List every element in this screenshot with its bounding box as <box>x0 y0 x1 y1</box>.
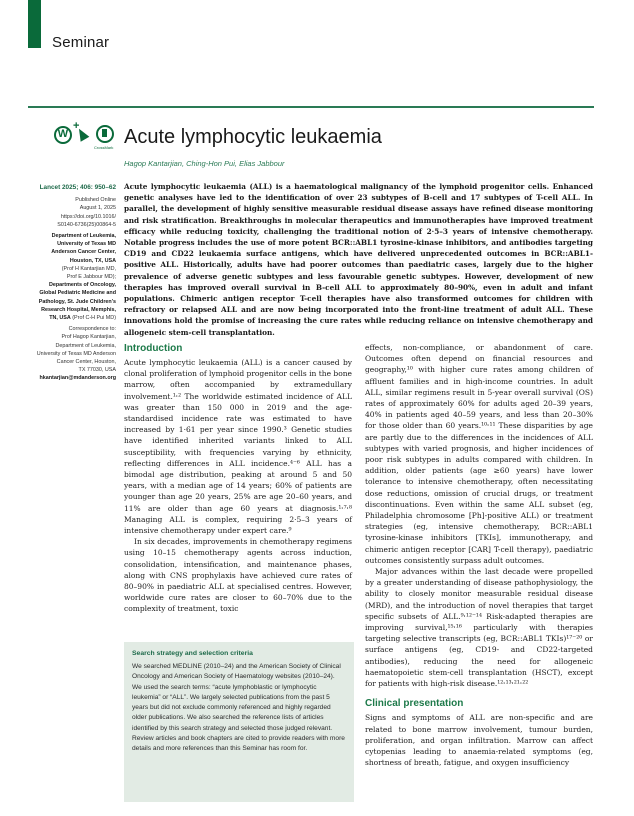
column-left <box>124 342 352 615</box>
correspondence-line: TX 77030, USA <box>78 367 116 374</box>
correspondence-line: Prof Hagop Kantarjian, <box>61 334 116 341</box>
affiliation-names: Prof E Jabbour MD); <box>66 274 116 281</box>
affiliation-names: (Prof H Kantarjian MD, <box>61 265 116 272</box>
section-color-bar <box>28 0 41 48</box>
affiliation-line: Departments of Oncology, <box>49 282 116 289</box>
published-date: August 1, 2025 <box>79 205 116 212</box>
correspondence-email[interactable]: hkantarjian@mdanderson.org <box>39 375 116 382</box>
published-line: Published Online <box>75 197 116 204</box>
cursor-icon <box>75 126 90 141</box>
crossmark-icon[interactable] <box>96 125 114 143</box>
doi-link-cont[interactable]: S0140-6736(25)00864-5 <box>57 221 116 228</box>
affiliation-line: Anderson Cancer Center, <box>51 249 116 256</box>
correspondence-line: Cancer Center, Houston, <box>56 359 116 366</box>
affiliation-names: (Prof C-H Pui MD) <box>70 315 116 322</box>
article-icons <box>54 120 120 154</box>
article-sidebar <box>0 184 116 383</box>
affiliation-line: University of Texas MD <box>57 241 116 248</box>
header-divider <box>28 106 594 108</box>
affiliation-line: TN, USA <box>49 315 71 322</box>
citation: Lancet 2025; 406: 950–62 <box>39 184 116 191</box>
search-strategy-box <box>124 642 354 802</box>
plus-icon: + <box>73 120 80 132</box>
abstract: Acute lymphocytic leukaemia (ALL) is a haematological malignancy of the lymphoid progenitor cells. Enhanced genetic analyses have led to the identification of over 23 subtypes of B-cell and 17 subtypes of T-cell ALL. In parallel, the development of highly sensitive measurable residual disease assays have refined disease monitoring and risk stratification. Breakthroughs in molecular therapeutics and immunotherapies have improved treatment efficacy while reducing toxicity, challenging the traditional notion of 2·5–3 years of intensive chemotherapy. Notable progress includes the use of more potent BCR::ABL1 tyrosine-kinase inhibitors, and antibodies targeting CD19 and CD22 leukaemia surface antigens, which have delivered unprecedented outcomes in BCR::ABL1-positive ALL. Historically, adults have had poorer outcomes than paediatric cases, largely due to the higher prevalence of adverse genetic subtypes and less favourable genetic subtypes. However, development of new therapies has improved overall survival in B-cell ALL to approximately 80–90%, even in adult and infant populations. Chimeric antigen receptor T-cell therapies have also transformed outcomes for children with refractory or relapsed ALL and are now being incorporated into the front-line treatment of adult ALL. These innovations hold the promise of increasing the cure rates while reducing reliance on intensive chemotherapy and allogeneic stem-cell transplantation. <box>124 182 593 337</box>
heading-introduction: Introduction <box>124 343 183 354</box>
paragraph: Acute lymphocytic leukaemia (ALL) is a cancer caused by clonal proliferation of lymphoid progenitor cells in the bone marrow, often accompanied by extramedullary involvement.¹˒² The worldwide estimated incidence of ALL was greater than 150 000 in 2019 and the age-standardised incidence rate was estimated to have increased by 1·61 per year since 1990.³ Genetic studies have identified inherited variants linked to ALL susceptibility, with frequencies varying by ethnicity, reflecting differences in ALL incidence.⁴⁻⁶ ALL has a bimodal age distribution, peaking at around 5 and 50 years, with a median age of 14 years; 60% of patients are younger than age 20 years, 25% are age 20–60 years, and 11% are older than age 60 years at diagnosis.¹˒⁷˒⁸ Managing ALL is complex, requiring 2·5–3 years of intensive chemotherapy under expert care.⁹ <box>124 358 352 536</box>
open-access-icon[interactable]: W <box>54 126 72 144</box>
search-strategy-title: Search strategy and selection criteria <box>132 650 253 657</box>
article-authors[interactable]: Hagop Kantarjian, Ching-Hon Pui, Elias Jabbour <box>124 159 285 168</box>
affiliation-line: Research Hospital, Memphis, <box>41 306 116 313</box>
column-right <box>365 342 593 768</box>
heading-clinical-presentation: Clinical presentation <box>365 698 464 710</box>
correspondence-line: Correspondence to: <box>68 326 116 333</box>
affiliation-line: Houston, TX, USA <box>69 257 116 264</box>
affiliation-line: Pathology, St. Jude Children's <box>38 298 116 305</box>
affiliation-line: Global Pediatric Medicine and <box>39 290 116 297</box>
doi-link[interactable]: https://doi.org/10.1016/ <box>60 213 116 220</box>
correspondence-line: Department of Leukemia, <box>55 342 116 349</box>
article-title: Acute lymphocytic leukaemia <box>124 126 382 148</box>
paragraph: In six decades, improvements in chemotherapy regimens using 10–15 chemotherapy agents across induction, consolidation, intensification, and maintenance phases, along with CNS prophylaxis have achieved cure rates of 80–90% in paediatric ALL at specialised centres. However, worldwide cure rates are closer to 60–70% due to the complexity of treatment, toxic <box>124 537 352 614</box>
paragraph: Signs and symptoms of ALL are non-specific and are related to bone marrow involvement, tumour burden, proliferation, and organ infiltration. Marrow can affect cytopenias leading to anaemia-related symptoms (eg, shortness of breath, fatigue, and oxygen insufficiency <box>365 713 593 768</box>
crossmark-label: CrossMark <box>94 145 114 150</box>
section-label: Seminar <box>52 34 110 51</box>
search-strategy-text: We searched MEDLINE (2010–24) and the American Society of Clinical Oncology and American Society of Haematology websites (2010–24). We used the search terms: “acute lymphoblastic or lymphocytic leukemia” or “ALL”. We largely selected publications from the past 5 years but did not exclude commonly referenced and highly regarded older publications. We also searched the reference lists of articles identified by this search strategy and selected those judged relevant. Review articles and book chapters are cited to provide readers with more details and more references than this Seminar has room for. <box>132 663 345 753</box>
paragraph: effects, non-compliance, or abandonment of care. Outcomes often depend on financial resources and geography,¹⁰ with higher cure rates among children of affluent families and in high-income countries. In adult ALL, similar regimens result in 5-year overall survival (OS) rates of approximately 60% for adults aged 20–39 years, 40% in patients aged 40–59 years, and less than 20–30% for those older than 60 years.¹⁰˒¹¹ These disparities by age are partly due to the differences in the incidences of ALL subtypes with varied prognosis, and higher incidences of poor risk subtypes in adults compared with children. In addition, older patients (age ≥60 years) have lower tolerance to intensive chemotherapy, often necessitating dose reductions, omission of crucial drugs, or treatment discontinuations. Even within the same ALL subset (eg, Philadelphia chromosome [Ph]-positive ALL) or treatment strategies (eg, intensive chemotherapy, BCR::ABL1 tyrosine-kinase inhibitors [TKIs], immunotherapy, and chimeric antigen receptor [CAR] T-cell therapy), paediatric outcomes consistently surpass adult outcomes. <box>365 343 593 565</box>
paragraph: Major advances within the last decade were propelled by a greater understanding of disease pathophysiology, the ability to closely monitor measurable residual disease (MRD), and the introduction of novel therapies that target specific subsets of ALL.⁹˒¹²⁻¹⁴ Risk-adapted therapies are improving survival,¹⁵˒¹⁶ particularly with therapies targeting selective transcripts (eg, BCR::ABL1 TKIs)¹⁷⁻²⁰ or surface antigens (eg, CD19- and CD22-targeted antibodies), reducing the need for allogeneic haematopoietic stem-cell transplantation (HSCT), except for patients with high-risk disease.¹²˒¹³˒²¹˒²² <box>365 567 593 689</box>
correspondence-line: University of Texas MD Anderson <box>36 350 116 357</box>
affiliation-line: Department of Leukemia, <box>51 233 116 240</box>
